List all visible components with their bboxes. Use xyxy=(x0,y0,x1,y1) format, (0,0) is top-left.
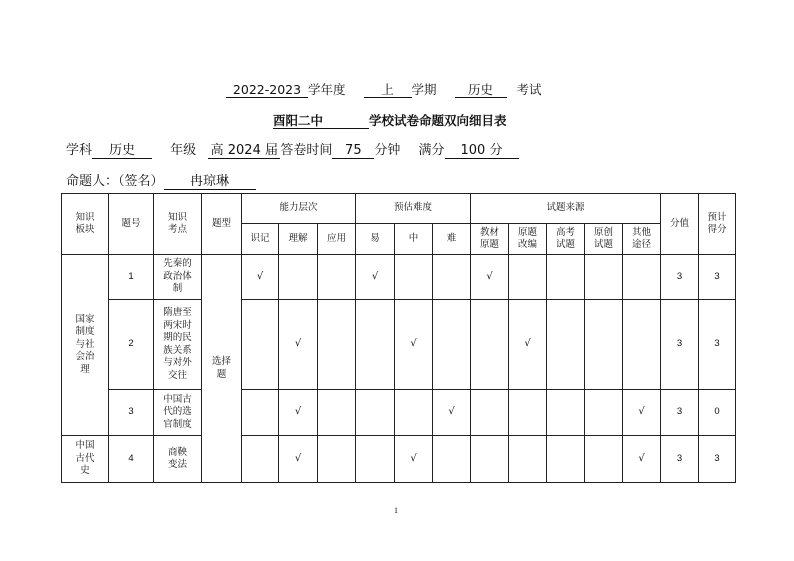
empty-cell xyxy=(547,390,585,436)
score-value: 100 分 xyxy=(445,143,519,159)
col-difficulty: 预估难度 xyxy=(356,194,471,224)
sub-other: 其他 途径 xyxy=(623,224,661,255)
author-label: 命题人：（签名） xyxy=(66,174,164,189)
sub-apply: 应用 xyxy=(318,224,356,255)
check-easy: √ xyxy=(356,255,395,300)
col-expected: 预计 得分 xyxy=(699,194,736,255)
col-score: 分值 xyxy=(661,194,699,255)
score-label: 满分 xyxy=(418,143,445,158)
question-number: 2 xyxy=(109,300,154,390)
empty-cell xyxy=(356,300,395,390)
expected-cell: 3 xyxy=(699,436,736,483)
empty-cell xyxy=(433,436,471,483)
table-row xyxy=(62,436,736,483)
empty-cell xyxy=(356,390,395,436)
empty-cell xyxy=(318,436,356,483)
author-line xyxy=(66,170,256,190)
knowledge-point: 隋唐至 两宋时 期的民 族关系 与对外 交往 xyxy=(154,300,202,390)
check-medium: √ xyxy=(395,436,433,483)
page-number: 1 xyxy=(394,506,398,515)
knowledge-point: 先秦的 政治体 制 xyxy=(154,255,202,300)
table-title: 学校试卷命题双向细目表 xyxy=(369,113,507,128)
subject-label: 学科 xyxy=(66,143,93,158)
check-understand: √ xyxy=(279,300,318,390)
empty-cell xyxy=(471,436,509,483)
sub-gaokao: 高考 试题 xyxy=(547,224,585,255)
knowledge-point: 中国古 代的选 官制度 xyxy=(154,390,202,436)
expected-cell: 0 xyxy=(699,390,736,436)
empty-cell xyxy=(318,300,356,390)
module-cell: 国家 制度 与社 会治 理 xyxy=(62,255,109,436)
empty-cell xyxy=(318,255,356,300)
sub-textbook: 教材 原题 xyxy=(471,224,509,255)
school-name: 酉阳二中 xyxy=(273,113,369,129)
title-line-1 xyxy=(226,80,542,98)
question-number: 1 xyxy=(109,255,154,300)
author-name: 冉琼琳 xyxy=(164,174,256,190)
empty-cell xyxy=(433,255,471,300)
table-row xyxy=(62,300,736,390)
school-year-label: 学年度 xyxy=(308,82,346,97)
empty-cell xyxy=(509,390,547,436)
check-medium: √ xyxy=(395,300,433,390)
empty-cell xyxy=(623,255,661,300)
sub-recall: 识记 xyxy=(242,224,279,255)
score-cell: 3 xyxy=(661,255,699,300)
empty-cell xyxy=(547,436,585,483)
expected-cell: 3 xyxy=(699,300,736,390)
module-cell: 中国 古代 史 xyxy=(62,436,109,483)
empty-cell xyxy=(318,390,356,436)
time-value: 75 xyxy=(332,143,374,159)
empty-cell xyxy=(585,390,623,436)
empty-cell xyxy=(547,300,585,390)
empty-cell xyxy=(395,390,433,436)
sub-easy: 易 xyxy=(356,224,395,255)
check-understand: √ xyxy=(279,390,318,436)
col-ability: 能力层次 xyxy=(242,194,356,224)
term: 上 xyxy=(364,82,412,98)
info-line xyxy=(66,139,519,159)
score-cell: 3 xyxy=(661,436,699,483)
sub-original: 原创 试题 xyxy=(585,224,623,255)
check-textbook: √ xyxy=(471,255,509,300)
col-point: 知识 考点 xyxy=(154,194,202,255)
exam-label: 考试 xyxy=(516,82,542,97)
col-number: 题号 xyxy=(109,194,154,255)
check-other: √ xyxy=(623,436,661,483)
empty-cell xyxy=(585,436,623,483)
expected-cell: 3 xyxy=(699,255,736,300)
question-type-cell: 选择 题 xyxy=(202,255,242,483)
table-row xyxy=(62,255,736,300)
check-adapted: √ xyxy=(509,300,547,390)
header-row xyxy=(62,194,736,224)
empty-cell xyxy=(623,300,661,390)
col-type: 题型 xyxy=(202,194,242,255)
empty-cell xyxy=(547,255,585,300)
grade-label: 年级 xyxy=(170,143,197,158)
question-number: 4 xyxy=(109,436,154,483)
subject-value: 历史 xyxy=(92,143,152,159)
score-cell: 3 xyxy=(661,300,699,390)
empty-cell xyxy=(509,436,547,483)
term-label: 学期 xyxy=(411,82,437,97)
title-line-2 xyxy=(273,111,507,129)
table-row xyxy=(62,390,736,436)
exam-subject: 历史 xyxy=(455,82,507,98)
col-source: 试题来源 xyxy=(471,194,661,224)
col-module: 知识 板块 xyxy=(62,194,109,255)
empty-cell xyxy=(356,436,395,483)
time-unit: 分钟 xyxy=(374,143,401,158)
empty-cell xyxy=(279,255,318,300)
grade-value: 高 2024 届 xyxy=(208,143,280,159)
empty-cell xyxy=(585,300,623,390)
sub-adapted: 原题 改编 xyxy=(509,224,547,255)
time-label: 答卷时间 xyxy=(280,143,333,158)
empty-cell xyxy=(471,300,509,390)
empty-cell xyxy=(395,255,433,300)
question-number: 3 xyxy=(109,390,154,436)
empty-cell xyxy=(509,255,547,300)
check-understand: √ xyxy=(279,436,318,483)
empty-cell xyxy=(242,300,279,390)
empty-cell xyxy=(585,255,623,300)
check-recall: √ xyxy=(242,255,279,300)
score-cell: 3 xyxy=(661,390,699,436)
knowledge-point: 商鞅 变法 xyxy=(154,436,202,483)
sub-hard: 难 xyxy=(433,224,471,255)
empty-cell xyxy=(433,300,471,390)
empty-cell xyxy=(471,390,509,436)
school-year: 2022-2023 xyxy=(226,82,308,98)
specification-table xyxy=(61,193,736,483)
sub-understand: 理解 xyxy=(279,224,318,255)
empty-cell xyxy=(242,390,279,436)
check-hard: √ xyxy=(433,390,471,436)
check-other: √ xyxy=(623,390,661,436)
empty-cell xyxy=(242,436,279,483)
sub-medium: 中 xyxy=(395,224,433,255)
